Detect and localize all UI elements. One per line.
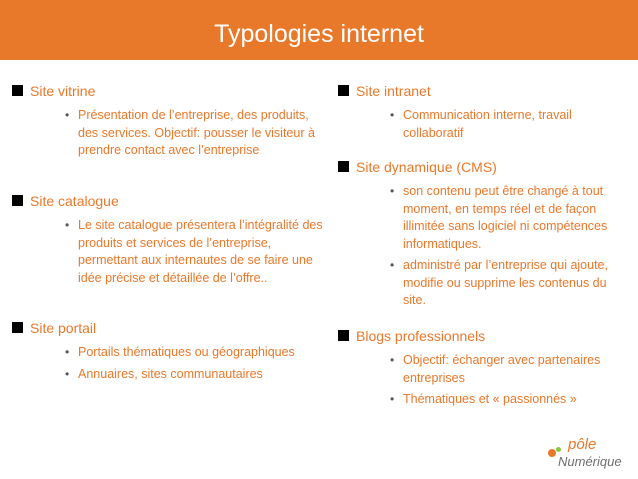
list-item [390, 257, 631, 310]
dot-bullet-icon: • [65, 345, 70, 359]
list-item [390, 391, 631, 409]
section-heading [338, 158, 628, 176]
dot-bullet-icon: • [390, 258, 395, 272]
heading-label: Blogs professionnels [356, 328, 486, 344]
section-heading [12, 82, 322, 100]
list-item [390, 352, 631, 387]
square-bullet-icon [338, 161, 349, 172]
pole-numerique-logo [544, 437, 634, 475]
bullet-list [65, 107, 322, 160]
item-text: Le site catalogue présentera l’intégralité des produits et services de l’entreprise, permettant aux internautes de se faire une idée précise et détaillée de l’offre.. [78, 218, 323, 285]
dot-bullet-icon: • [390, 392, 395, 406]
logo-line1: pôle [568, 436, 597, 453]
section-heading [12, 319, 322, 337]
square-bullet-icon [12, 322, 23, 333]
list-item [65, 217, 323, 287]
item-text: Communication interne, travail collaboratif [403, 108, 572, 140]
bullet-list [65, 217, 322, 287]
section-site-vitrine [12, 82, 322, 164]
heading-label: Site portail [30, 320, 97, 336]
logo-dot-icon [556, 447, 561, 452]
dot-bullet-icon: • [390, 184, 395, 198]
list-item [65, 344, 323, 362]
square-bullet-icon [338, 330, 349, 341]
dot-bullet-icon: • [65, 366, 70, 381]
square-bullet-icon [12, 85, 23, 96]
section-site-portail [12, 319, 322, 387]
bullet-list [65, 344, 322, 383]
bullet-list [390, 107, 628, 142]
item-text: Thématiques et « passionnés » [403, 392, 577, 406]
bullet-list [390, 183, 628, 310]
dot-bullet-icon: • [390, 108, 395, 122]
heading-label: Site catalogue [30, 193, 119, 209]
heading-label: Site intranet [356, 83, 431, 99]
section-site-intranet [338, 82, 628, 146]
heading-label: Site dynamique (CMS) [356, 159, 497, 175]
square-bullet-icon [12, 195, 23, 206]
section-site-dynamique [338, 158, 628, 314]
logo-line2: Numérique [558, 454, 622, 469]
dot-bullet-icon: • [390, 353, 395, 367]
section-heading [338, 327, 628, 345]
item-text: administré par l’entreprise qui ajoute, modifie ou supprime les contenus du site. [403, 258, 608, 307]
item-text: son contenu peut être changé à tout moment, en temps réel et de façon illimitée sans logiciel ni compétences informatiques. [403, 184, 608, 251]
list-item [65, 366, 323, 384]
bullet-list [390, 352, 628, 409]
logo-dot-icon [548, 449, 556, 457]
list-item [390, 107, 631, 142]
dot-bullet-icon: • [65, 218, 70, 232]
section-blogs-professionnels [338, 327, 628, 413]
list-item [390, 183, 631, 253]
heading-label: Site vitrine [30, 83, 96, 99]
item-text: Objectif: échanger avec partenaires entreprises [403, 353, 601, 385]
section-heading [338, 82, 628, 100]
item-text: Annuaires, sites communautaires [78, 366, 263, 381]
square-bullet-icon [338, 85, 349, 96]
list-item [65, 107, 323, 160]
item-text: Portails thématiques ou géographiques [78, 345, 295, 359]
slide-title: Typologies internet [214, 20, 424, 48]
section-site-catalogue [12, 192, 322, 291]
section-heading [12, 192, 322, 210]
dot-bullet-icon: • [65, 108, 70, 122]
item-text: Présentation de l’entreprise, des produits, des services. Objectif: pousser le visiteur à prendre contact avec l’entreprise [78, 108, 315, 157]
